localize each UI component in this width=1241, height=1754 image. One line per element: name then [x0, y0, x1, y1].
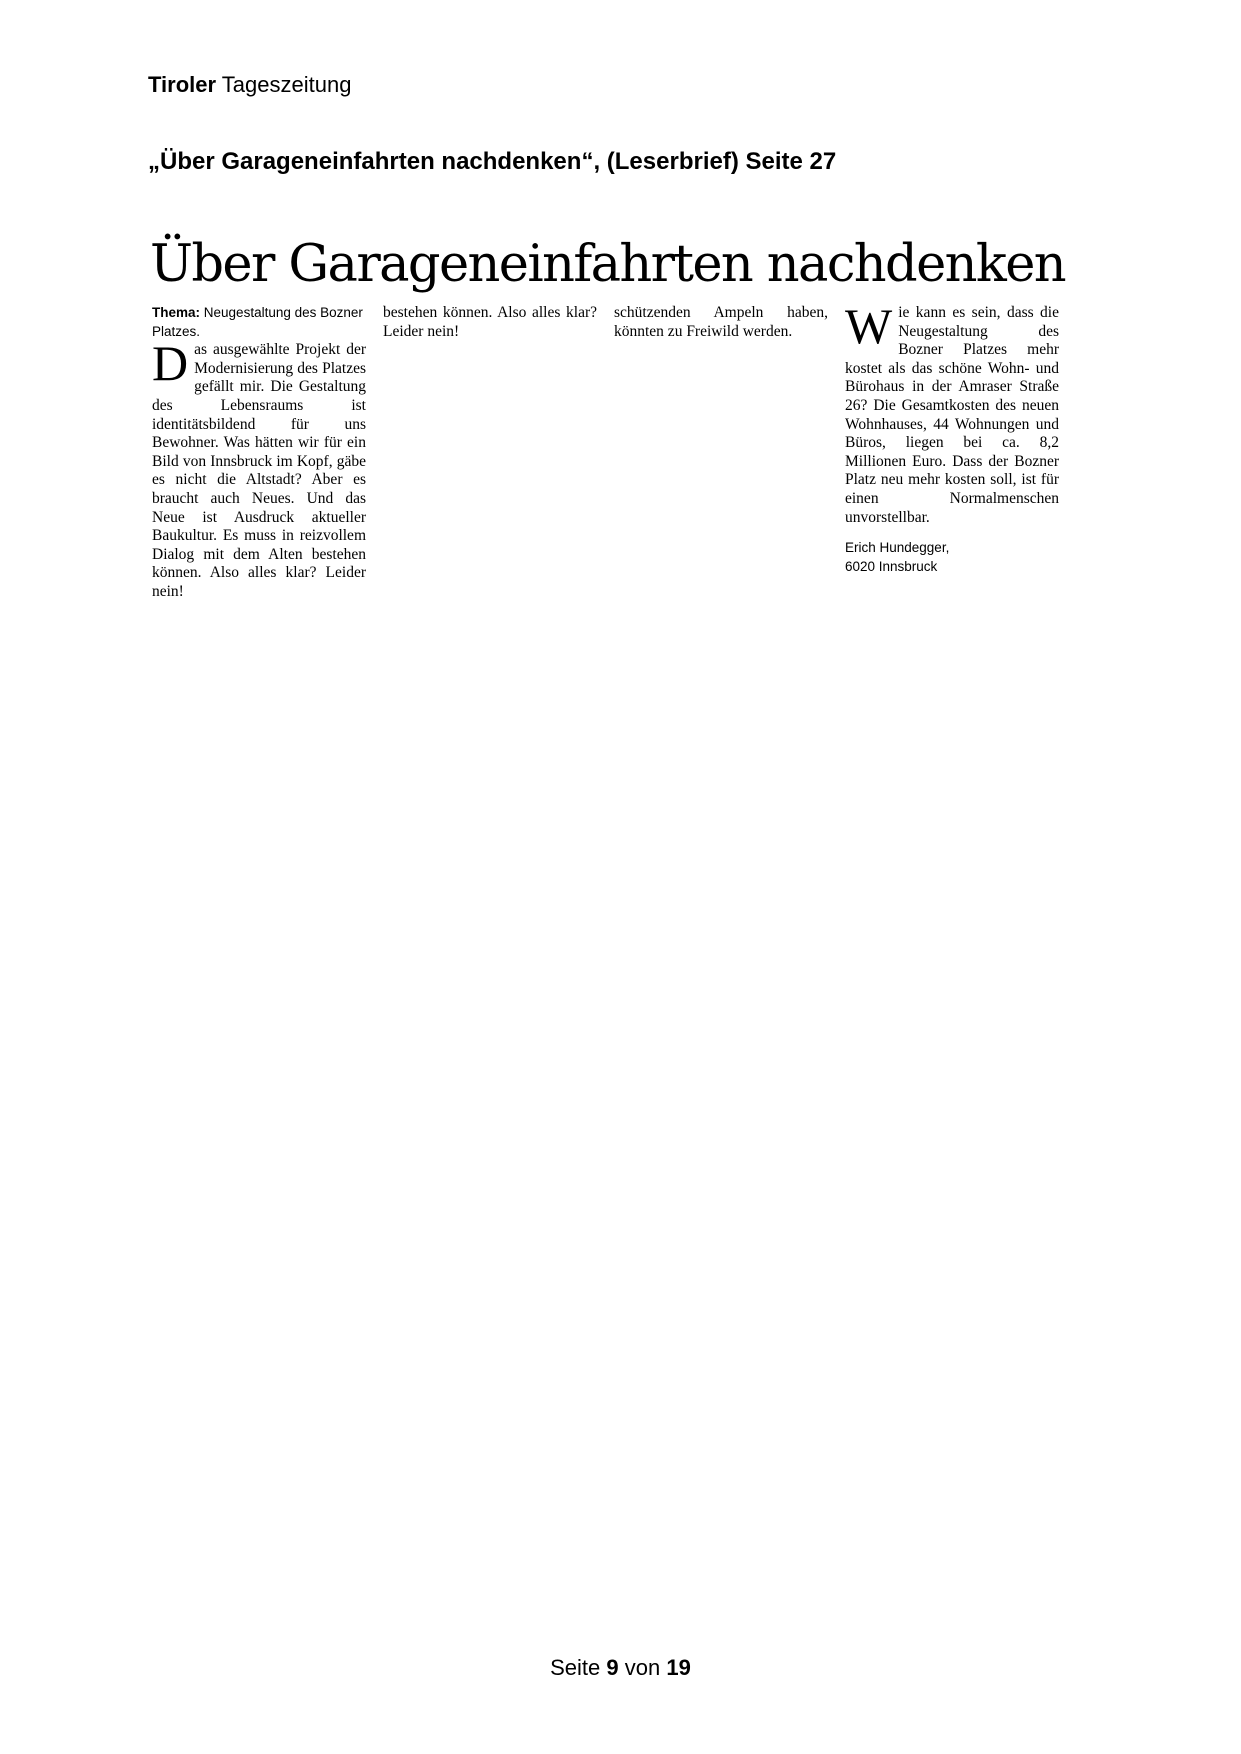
page-number — [0, 1655, 1241, 1681]
document-title: „Über Garageneinfahrten nachdenken“, (Leserbrief) Seite 27 — [148, 148, 837, 175]
letter1-paragraph — [152, 335, 366, 601]
topic-text: Neugestaltung des Bozner Platzes. — [152, 305, 363, 339]
letter2-signature-name: Erich Hundegger, — [845, 540, 950, 556]
publication-name-rest: Tageszeitung — [221, 72, 352, 97]
article-column — [614, 304, 828, 341]
letter1-p1-text: as ausgewählte Projekt der Modernisierung des Platzes gefällt mir. Die Gestaltung des Lebensraums ist identitätsbildend für uns Bewohner. Was hätten wir für ein Bild von Innsbruck im Kopf, gäbe es nicht die Altstadt? Aber es braucht auch Neues. Und das Neue ist Ausdruck aktueller Baukultur. Es muss in reizvollem Dialog mit dem Alten bestehen können. Also alles klar? Leider nein! — [152, 341, 366, 600]
page-middle: von — [624, 1655, 661, 1680]
letter1-dropcap: D — [152, 335, 189, 392]
letter2-signature — [845, 539, 1059, 576]
letter2-dropcap: W — [845, 298, 893, 354]
article-column — [845, 298, 1059, 576]
article-column — [383, 304, 597, 341]
publication-name — [148, 72, 351, 98]
letter2-signature-city: 6020 Innsbruck — [845, 558, 938, 574]
article-headline: Über Garageneinfahrten nachdenken — [150, 235, 1066, 294]
publication-name-bold: Tiroler — [148, 72, 217, 97]
article-column — [152, 304, 366, 602]
page-prefix: Seite — [550, 1655, 601, 1680]
total-pages: 19 — [666, 1655, 691, 1680]
topic-label: Thema: — [152, 305, 201, 320]
letter2-p1-text: ie kann es sein, dass die Neugestaltung des Bozner Platzes mehr kostet als das schöne Wohn- und Bürohaus in der Amraser Straße 26? Die Gesamtkosten des neuen Wohnhauses, 44 Wohnungen und Büros, liegen bei ca. 8,2 Millionen Euro. Dass der Bozner Platz neu mehr kosten soll, ist für einen Normalmenschen unvorstellbar. — [845, 304, 1059, 526]
letter1-continuation: bestehen können. Also alles klar? Leider nein! — [383, 304, 597, 340]
letter1-continuation: schützenden Ampeln haben, könnten zu Freiwild werden. — [614, 304, 828, 340]
newspaper-clipping — [150, 232, 1066, 600]
letter2-paragraph — [845, 298, 1059, 527]
article-topic — [152, 304, 366, 341]
current-page: 9 — [606, 1655, 619, 1680]
